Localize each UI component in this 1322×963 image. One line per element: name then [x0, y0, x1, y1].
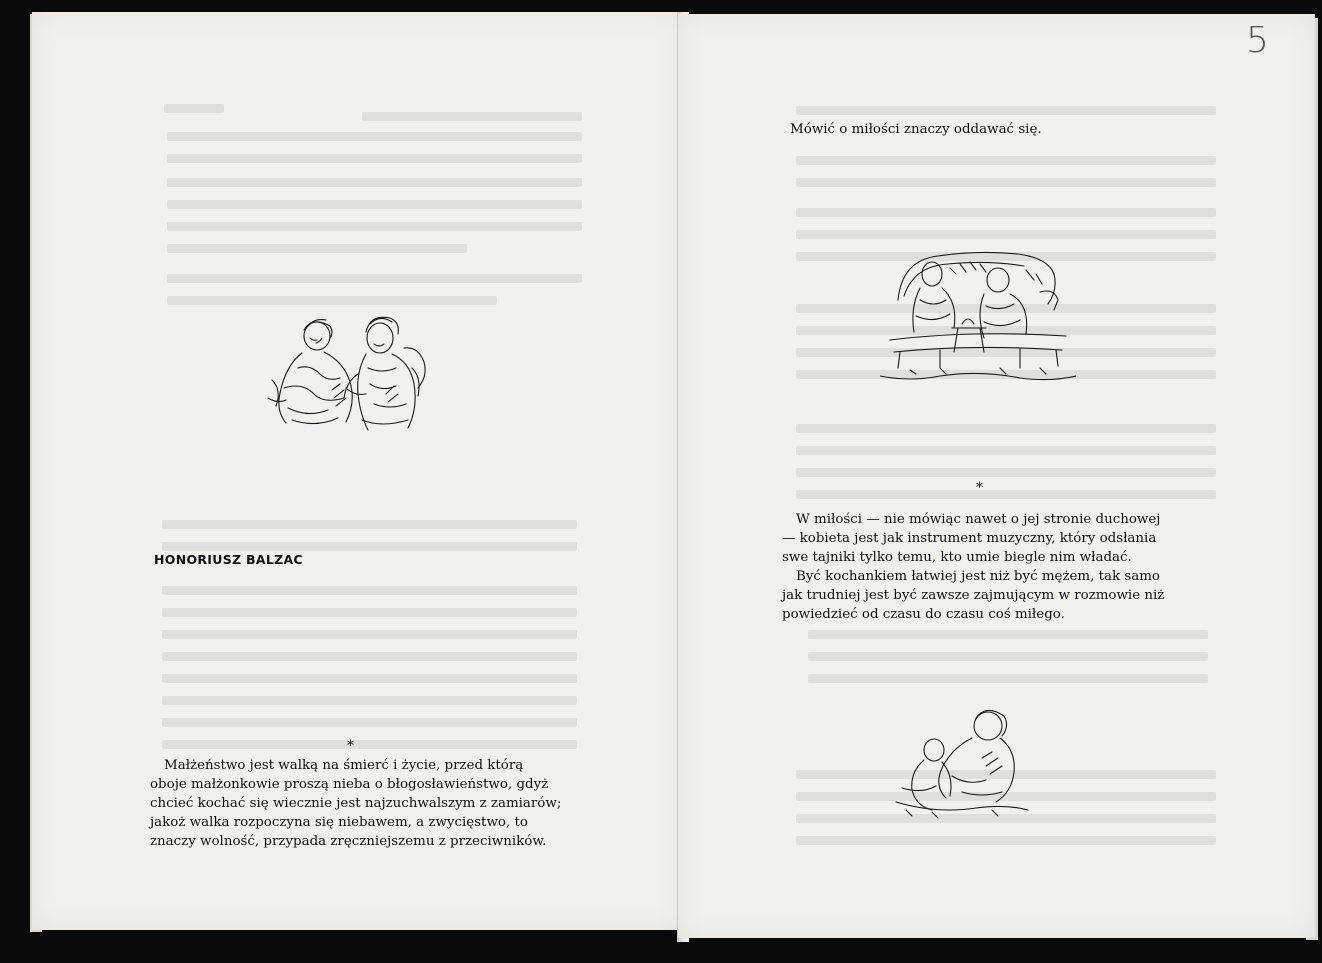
text-line: jak trudniej jest być zawsze zajmującym w rozmowie niż [782, 588, 1165, 603]
text-line: W miłości — nie mówiąc nawet o jej stronie duchowej [796, 512, 1161, 527]
balzac-quote [150, 756, 562, 851]
show-through [796, 178, 1216, 187]
show-through [167, 296, 497, 305]
show-through [162, 652, 577, 661]
show-through [796, 106, 1216, 115]
show-through [162, 674, 577, 683]
text-line: jakoż walka rozpoczyna się niebawem, a zwycięstwo, to [150, 815, 528, 830]
separator-asterisk: * [976, 480, 983, 496]
text-line: Być kochankiem łatwiej jest niż być mężem, tak samo [796, 569, 1160, 584]
show-through [162, 608, 577, 617]
couple-illustration [262, 308, 442, 438]
show-through [808, 630, 1208, 639]
author-heading: HONORIUSZ BALZAC [154, 552, 303, 567]
text-line: oboje małżonkowie proszą nieba o błogosławieństwo, gdyż [150, 777, 549, 792]
show-through [162, 520, 577, 529]
show-through [167, 154, 582, 163]
right-page [678, 14, 1315, 938]
show-through [796, 230, 1216, 239]
show-through [796, 490, 1216, 499]
show-through [167, 200, 582, 209]
show-through [796, 208, 1216, 217]
love-quote [782, 510, 1192, 624]
left-page [32, 12, 682, 930]
show-through [167, 178, 582, 187]
show-through [362, 112, 582, 121]
show-through [162, 696, 577, 705]
show-through [167, 132, 582, 141]
page-number: 5 [1246, 20, 1269, 61]
text-line: powiedzieć od czasu do czasu coś miłego. [782, 607, 1065, 622]
text-line: Małżeństwo jest walką na śmierć i życie, przed którą [164, 758, 524, 773]
show-through [808, 652, 1208, 661]
separator-asterisk: * [347, 738, 354, 754]
text-line: znaczy wolność, przypada zręczniejszemu z przeciwników. [150, 834, 547, 849]
quote-top: Mówić o miłości znaczy oddawać się. [790, 122, 1042, 137]
show-through [162, 718, 577, 727]
show-through [162, 740, 577, 749]
show-through [808, 674, 1208, 683]
show-through [796, 424, 1216, 433]
show-through [796, 156, 1216, 165]
sofa-illustration [880, 240, 1076, 382]
show-through [796, 836, 1216, 845]
show-through [167, 222, 582, 231]
reclining-illustration [892, 704, 1032, 820]
show-through [796, 446, 1216, 455]
show-through [162, 542, 577, 551]
show-through [167, 274, 582, 283]
text-line: — kobieta jest jak instrument muzyczny, który odsłania [782, 531, 1157, 546]
show-through [162, 630, 577, 639]
text-line: chcieć kochać się wiecznie jest najzuchwalszym z zamiarów; [150, 796, 562, 811]
show-through [162, 586, 577, 595]
show-through [796, 468, 1216, 477]
text-line: swe tajniki tylko temu, kto umie biegle nim władać. [782, 550, 1132, 565]
show-through [167, 244, 467, 253]
show-through [164, 104, 224, 113]
